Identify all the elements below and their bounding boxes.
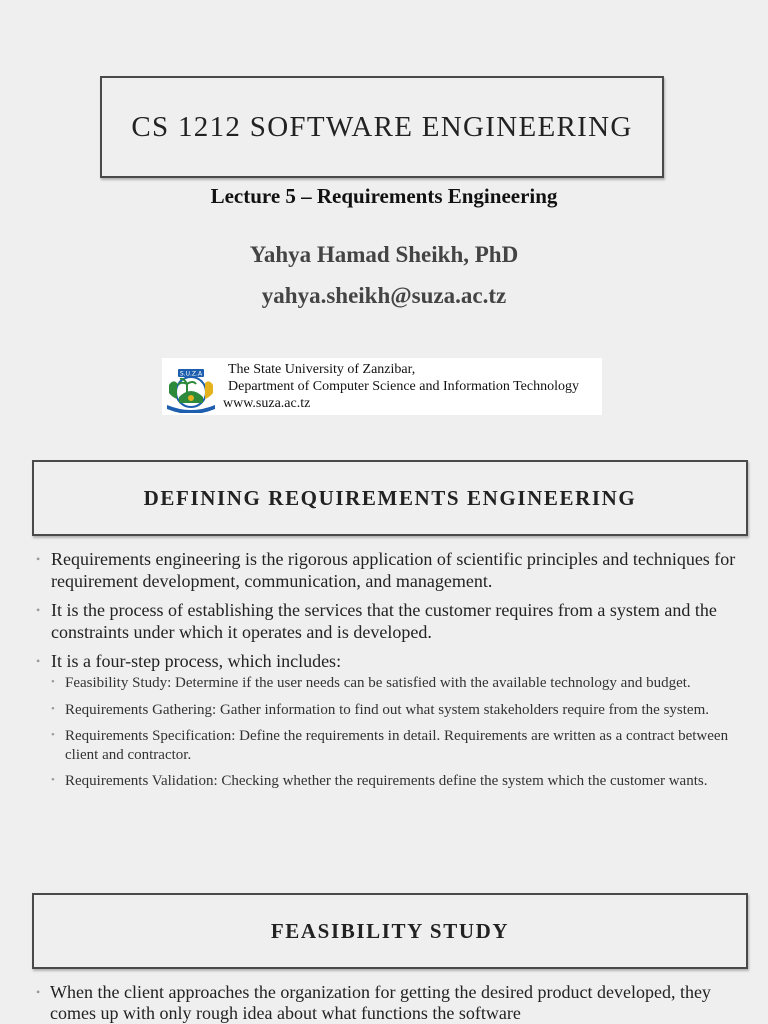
section-heading-box (32, 460, 748, 536)
bullet-item (36, 650, 736, 791)
institution-name: The State University of Zanzibar, (228, 362, 416, 377)
institution-website[interactable]: www.suza.ac.tz (223, 396, 311, 411)
section-heading: DEFINING REQUIREMENTS ENGINEERING (143, 485, 637, 510)
sub-bullet-item: • Requirements Gathering: Gather information to find out what system stakeholders require from the system. (51, 701, 736, 720)
bullet-item: • Requirements engineering is the rigorous application of scientific principles and techniques for requirement development, communication, and management. (36, 548, 736, 592)
bullet-list (36, 982, 736, 1024)
author-email[interactable]: yahya.sheikh@suza.ac.tz (261, 283, 507, 308)
lecture-subtitle: Lecture 5 – Requirements Engineering (210, 184, 558, 208)
svg-text:S.U.Z.A: S.U.Z.A (179, 370, 203, 378)
slide-title-box (100, 76, 664, 178)
slide-title: CS 1212 SOFTWARE ENGINEERING (131, 110, 633, 143)
institution-banner (162, 358, 602, 415)
bullet-list (36, 548, 736, 799)
author-name: Yahya Hamad Sheikh, PhD (249, 242, 519, 267)
bullet-item: • When the client approaches the organization for getting the desired product developed, they comes up with only rough idea about what functions the software (36, 982, 736, 1024)
section-heading: FEASIBILITY STUDY (270, 918, 510, 943)
department-name: Department of Computer Science and Information Technology (228, 379, 579, 394)
sub-bullet-item: • Feasibility Study: Determine if the user needs can be satisfied with the available technology and budget. (51, 674, 736, 693)
university-seal-icon (165, 365, 217, 413)
bullet-item: • It is the process of establishing the services that the customer requires from a system and the constraints under which it operates and is developed. (36, 599, 736, 643)
section-heading-box (32, 893, 748, 969)
sub-bullet-item: • Requirements Validation: Checking whether the requirements define the system which the customer wants. (51, 772, 736, 791)
sub-bullet-list (51, 674, 736, 791)
bullet-text: It is a four-step process, which includes: (51, 651, 342, 671)
sub-bullet-item: • Requirements Specification: Define the requirements in detail. Requirements are written as a contract between client and contractor. (51, 727, 736, 764)
